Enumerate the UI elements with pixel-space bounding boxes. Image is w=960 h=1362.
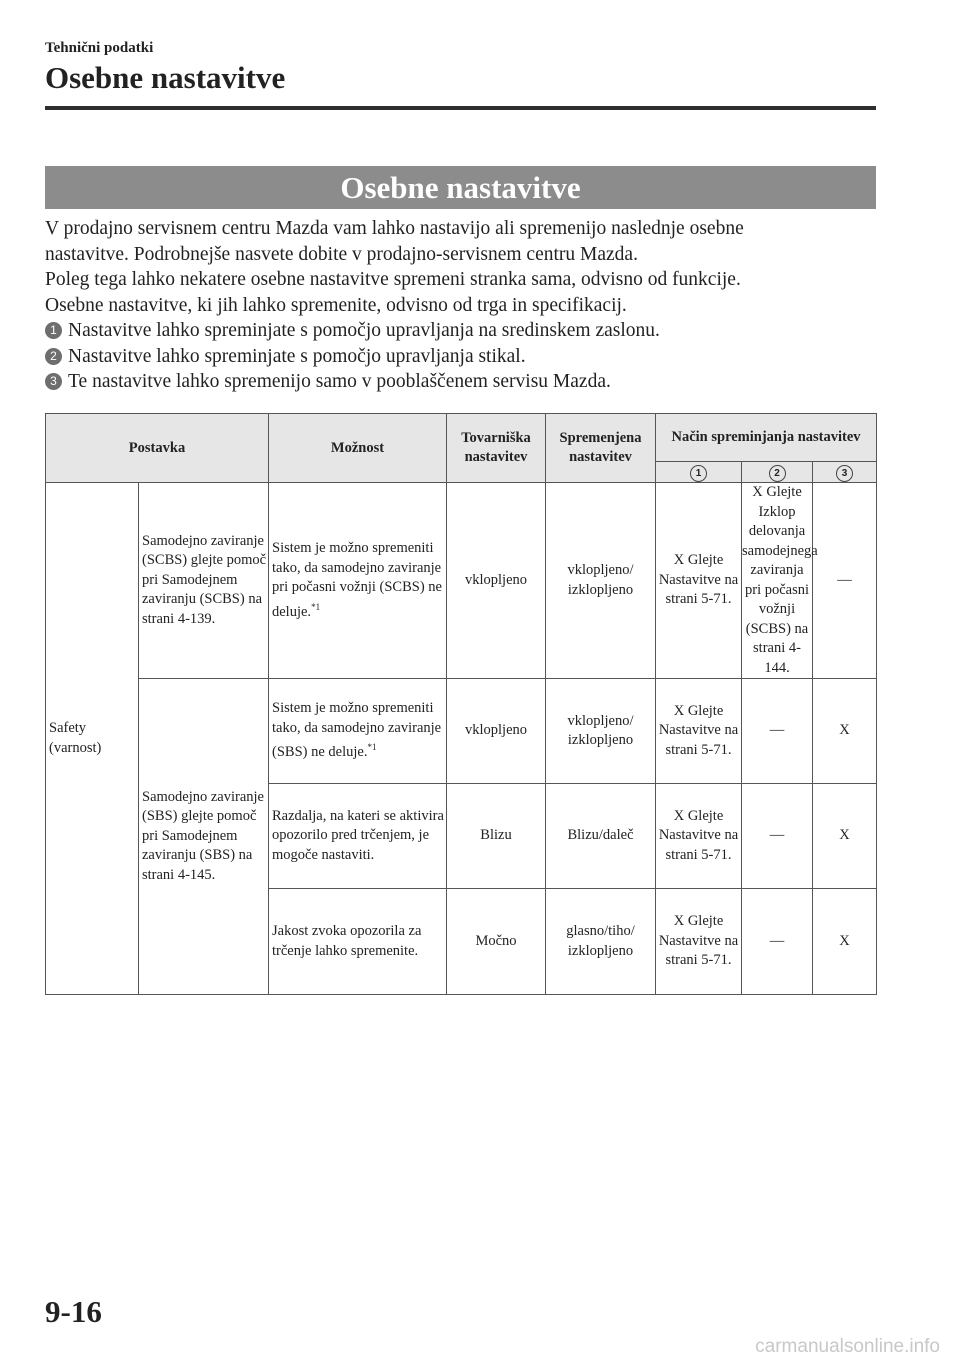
- table-row: [46, 679, 877, 784]
- changed-cell: Blizu/daleč: [546, 784, 656, 889]
- factory-cell: vklopljeno: [447, 483, 546, 679]
- note-3: [45, 369, 885, 395]
- header-item: Postavka: [46, 414, 269, 483]
- option-cell: Jakost zvoka opozorila za trčenje lahko spremenite.: [269, 889, 447, 995]
- method-3-cell: X: [813, 784, 877, 889]
- feature-cell: Samodejno zaviranje (SBS) glejte pomoč pri Samodejnem zaviranju (SBS) na strani 4-145.: [139, 679, 269, 995]
- feature-cell: Samodejno zaviranje (SCBS) glejte pomoč pri Samodejnem zaviranju (SCBS) na strani 4-139.: [139, 483, 269, 679]
- note-text: Nastavitve lahko spreminjate s pomočjo upravljanja na sredinskem zaslonu.: [68, 320, 660, 341]
- section-label: Tehnični podatki: [45, 40, 154, 56]
- method-2-cell: —: [742, 679, 813, 784]
- method-1-cell: X Glejte Nastavitve na strani 5-71.: [656, 679, 742, 784]
- method-1-cell: X Glejte Nastavitve na strani 5-71.: [656, 784, 742, 889]
- circled-1-icon: 1: [690, 465, 707, 482]
- method-3-cell: X: [813, 679, 877, 784]
- header-method-3: [813, 462, 877, 483]
- changed-cell: glasno/tiho/ izklopljeno: [546, 889, 656, 995]
- header-method: Način spreminjanja nastavitev: [656, 414, 877, 462]
- changed-cell: vklopljeno/ izklopljeno: [546, 483, 656, 679]
- note-text: Te nastavitve lahko spremenijo samo v pooblaščenem servisu Mazda.: [68, 371, 611, 392]
- intro-line: Osebne nastavitve, ki jih lahko spremenite, odvisno od trga in specifikacij.: [45, 294, 627, 316]
- intro-text: [45, 216, 885, 395]
- factory-cell: Blizu: [447, 784, 546, 889]
- footnote-ref: *1: [311, 601, 321, 612]
- note-text: Nastavitve lahko spreminjate s pomočjo upravljanja stikal.: [68, 345, 526, 367]
- method-1-cell: X Glejte Nastavitve na strani 5-71.: [656, 483, 742, 679]
- method-1-cell: X Glejte Nastavitve na strani 5-71.: [656, 889, 742, 995]
- method-3-cell: —: [813, 483, 877, 679]
- intro-line: V prodajno servisnem centru Mazda vam lahko nastavijo ali spremenijo naslednje osebne: [45, 218, 744, 239]
- watermark: carmanualsonline.info: [755, 1336, 940, 1357]
- header-row: [46, 414, 877, 462]
- method-3-cell: X: [813, 889, 877, 995]
- circled-2-icon: 2: [769, 465, 786, 482]
- intro-line: Poleg tega lahko nekatere osebne nastavitve spremeni stranka sama, odvisno od funkcije.: [45, 269, 741, 290]
- note-2: [45, 344, 885, 370]
- header-method-1: [656, 462, 742, 483]
- title-rule: [45, 106, 876, 110]
- header-changed: Spremenjena nastavitev: [546, 414, 656, 483]
- circled-3-icon: 3: [836, 465, 853, 482]
- header-factory: Tovarniška nastavitev: [447, 414, 546, 483]
- factory-cell: vklopljeno: [447, 679, 546, 784]
- page-number: 9-16: [45, 1294, 102, 1329]
- footnote-ref: *1: [367, 742, 377, 753]
- method-2-cell: —: [742, 784, 813, 889]
- method-2-cell: X Glejte Izklop delovanja samodejnega zaviranja pri počasni vožnji (SCBS) na strani 4-144.: [742, 483, 813, 679]
- factory-cell: Močno: [447, 889, 546, 995]
- intro-line: nastavitve. Podrobnejše nasvete dobite v prodajno-servisnem centru Mazda.: [45, 243, 638, 265]
- method-2-cell: —: [742, 889, 813, 995]
- page-title: Osebne nastavitve: [45, 60, 286, 95]
- section-banner: Osebne nastavitve: [45, 166, 876, 209]
- circled-1-icon: 1: [45, 322, 62, 339]
- changed-cell: vklopljeno/ izklopljeno: [546, 679, 656, 784]
- settings-table: [45, 413, 877, 995]
- option-cell: Sistem je možno spremeniti tako, da samodejno zaviranje pri počasni vožnji (SCBS) ne deluje.$^{*1}$: [269, 483, 447, 679]
- header-option: Možnost: [269, 414, 447, 483]
- circled-3-icon: 3: [45, 373, 62, 390]
- note-1: [45, 318, 885, 344]
- category-cell: Safety (varnost): [46, 483, 139, 995]
- circled-2-icon: 2: [45, 348, 62, 365]
- option-cell: Razdalja, na kateri se aktivira opozorilo pred trčenjem, je mogoče nastaviti.: [269, 784, 447, 889]
- header-method-2: [742, 462, 813, 483]
- option-cell: Sistem je možno spremeniti tako, da samodejno zaviranje (SBS) ne deluje.$^{*1}$: [269, 679, 447, 784]
- table-row: [46, 483, 877, 679]
